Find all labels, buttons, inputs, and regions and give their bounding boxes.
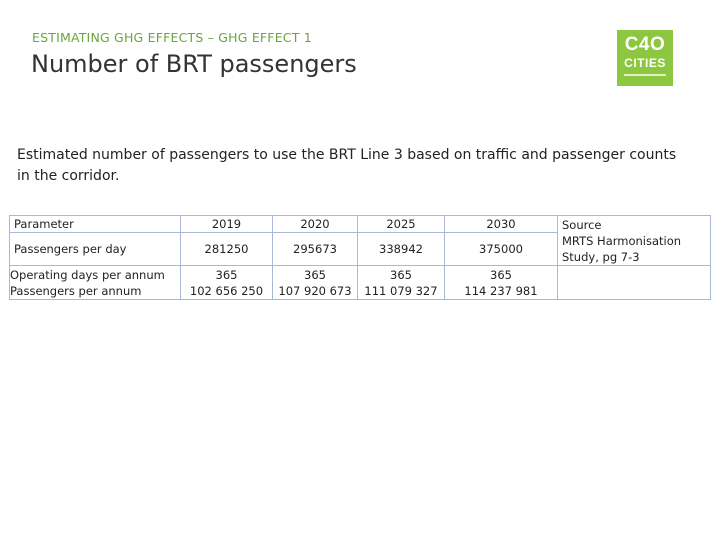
- source-label: Source: [562, 218, 602, 232]
- passengers-annum-2020: 107 920 673: [278, 283, 352, 298]
- cell-2020: 295673: [273, 233, 358, 266]
- table-row: [10, 266, 711, 300]
- logo-tagline-bar: [624, 74, 666, 76]
- row-label-passengers-per-day: Passengers per day: [10, 233, 181, 266]
- header-2020: 2020: [273, 216, 358, 233]
- operating-days-2020: 365: [304, 267, 326, 282]
- cell-2030: 375000: [445, 233, 558, 266]
- cell-2025: 338942: [358, 233, 445, 266]
- label-operating-days: Operating days per annum: [10, 267, 165, 282]
- passengers-annum-2030: 114 237 981: [464, 283, 538, 298]
- table-header-row: [10, 216, 711, 233]
- description-text: Estimated number of passengers to use the BRT Line 3 based on traffic and passenger counts in the corridor.: [17, 147, 677, 184]
- header-2025: 2025: [358, 216, 445, 233]
- row-label-annual: [10, 266, 181, 300]
- cell-2030-annual: [445, 266, 558, 300]
- logo-line-1: C4O: [624, 34, 666, 55]
- empty-source-cell: [558, 266, 711, 300]
- cell-2025-annual: [358, 266, 445, 300]
- slide-subtitle: ESTIMATING GHG EFFECTS – GHG EFFECT 1: [32, 30, 312, 45]
- cell-2020-annual: [273, 266, 358, 300]
- operating-days-2030: 365: [490, 267, 512, 282]
- header-2019: 2019: [181, 216, 273, 233]
- label-passengers-per-annum: Passengers per annum: [10, 283, 142, 298]
- source-line-2: Study, pg 7-3: [562, 250, 640, 264]
- passengers-annum-2025: 111 079 327: [364, 283, 438, 298]
- source-cell: [558, 216, 711, 266]
- header-parameter: Parameter: [10, 216, 181, 233]
- header-2030: 2030: [445, 216, 558, 233]
- cell-2019: 281250: [181, 233, 273, 266]
- passengers-annum-2019: 102 656 250: [189, 283, 264, 298]
- logo-line-2: CITIES: [624, 56, 666, 70]
- passenger-table: [9, 215, 711, 300]
- cell-2019-annual: [181, 266, 273, 300]
- operating-days-2025: 365: [390, 267, 412, 282]
- c40-cities-logo: [617, 30, 673, 86]
- slide-title: Number of BRT passengers: [31, 50, 357, 78]
- operating-days-2019: 365: [215, 267, 238, 282]
- source-line-1: MRTS Harmonisation: [562, 234, 682, 248]
